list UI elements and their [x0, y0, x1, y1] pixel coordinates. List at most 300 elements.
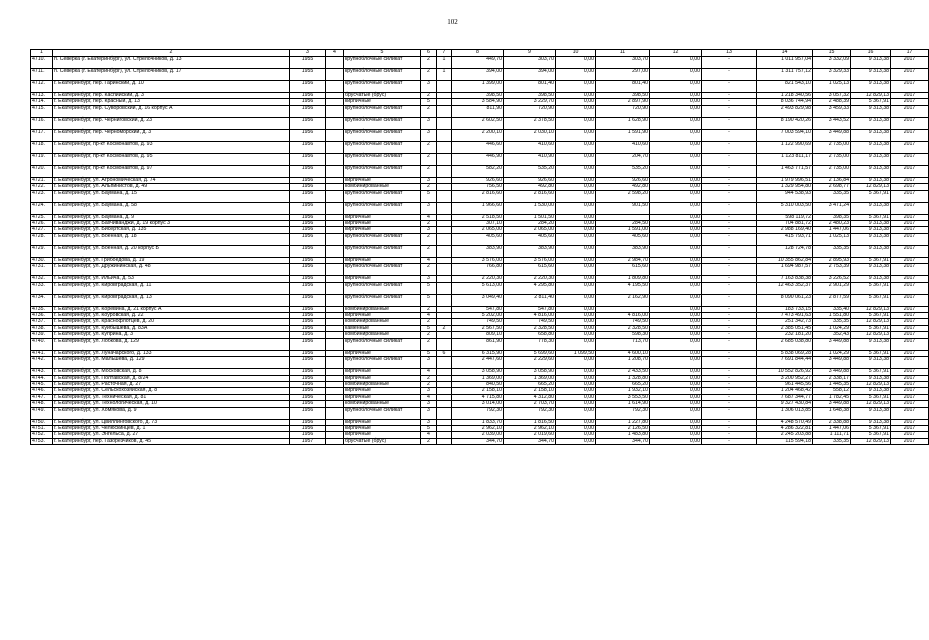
table-cell [326, 117, 344, 129]
table-cell: - [702, 306, 757, 312]
table-cell: 0,00 [650, 202, 702, 214]
table-cell: 1 369,00 [504, 375, 556, 381]
table-cell: 1 445,35 [813, 381, 851, 387]
table-cell [326, 190, 344, 202]
table-cell: 2017 [891, 81, 929, 93]
table-cell: 3 471,24 [813, 202, 851, 214]
table-cell: 9 313,38 [851, 227, 891, 233]
table-cell [326, 81, 344, 93]
table-cell: 704 881,72 [757, 221, 813, 227]
table-cell: 7 163 838,38 [757, 276, 813, 282]
table-cell: 1 782,45 [813, 394, 851, 400]
table-cell: 0,00 [556, 105, 596, 117]
table-cell: 2 [421, 221, 437, 227]
table-cell: 2 [421, 245, 437, 257]
table-cell: кирпичные [344, 177, 421, 183]
table-cell: 335,40 [813, 306, 851, 312]
table-cell: 1 311 757,12 [757, 69, 813, 81]
table-cell: 4749. [31, 407, 53, 419]
table-cell: 9 313,38 [851, 117, 891, 129]
table-cell: 0,00 [556, 153, 596, 165]
table-cell: 2017 [891, 264, 929, 276]
table-cell: 2 158,10 [504, 388, 556, 394]
table-cell [437, 153, 452, 165]
table-cell: 2017 [891, 388, 929, 394]
table-cell: 335,35 [813, 319, 851, 325]
table-cell: 2017 [891, 105, 929, 117]
table-cell: - [702, 202, 757, 214]
table-cell: 2017 [891, 438, 929, 444]
table-cell: 307,10 [452, 221, 504, 227]
table-cell: г. Екатеринбург, ул. Грибоедова, д. 19 [53, 257, 290, 263]
table-cell: 926,60 [452, 177, 504, 183]
table-cell: 4 816,00 [596, 313, 650, 319]
table-row [31, 202, 929, 214]
table-row [31, 357, 929, 369]
table-cell: 7 691 844,44 [757, 357, 813, 369]
table-cell: 2 [421, 332, 437, 338]
table-cell: 1 024,29 [813, 350, 851, 356]
table-cell: 5 613,00 [452, 282, 504, 294]
table-cell: 4747. [31, 394, 53, 400]
table-cell: - [702, 184, 757, 190]
table-cell: 0,00 [650, 69, 702, 81]
table-cell: 0,00 [650, 357, 702, 369]
table-cell: крупноблочные силикат [344, 233, 421, 245]
table-cell: 801,40 [504, 81, 556, 93]
table-cell: 1956 [290, 282, 326, 294]
table-cell: 1956 [290, 375, 326, 381]
column-header: 9 [504, 50, 556, 57]
table-cell: 840,50 [452, 381, 504, 387]
table-cell: 398,50 [452, 93, 504, 99]
table-cell: 0,00 [650, 282, 702, 294]
table-cell: 2 [421, 319, 437, 325]
table-cell: 861,90 [452, 338, 504, 350]
table-cell: - [702, 432, 757, 438]
table-cell: 1956 [290, 141, 326, 153]
table-cell: 5 [421, 294, 437, 306]
table-cell: 2 [421, 165, 437, 177]
column-header: 3 [290, 50, 326, 57]
table-cell [437, 165, 452, 177]
table-cell: 1956 [290, 214, 326, 220]
table-cell: 3 449,88 [813, 401, 851, 407]
column-header: 1 [31, 50, 53, 57]
table-cell: 792,30 [504, 407, 556, 419]
table-cell: 9 313,38 [851, 357, 891, 369]
table-cell [326, 141, 344, 153]
table-cell: крупноблочные силикат [344, 357, 421, 369]
table-cell: 2 [421, 93, 437, 99]
table-cell: - [702, 177, 757, 183]
table-cell: комбинированные [344, 381, 421, 387]
table-cell: 2 895,93 [813, 257, 851, 263]
table-cell: 2017 [891, 276, 929, 282]
column-header: 6 [421, 50, 437, 57]
table-cell: 1956 [290, 129, 326, 141]
column-header: 5 [344, 50, 421, 57]
table-cell: 12 829,13 [851, 438, 891, 444]
table-cell: 5 367,91 [851, 257, 891, 263]
table-cell: крупноблочные силикат [344, 264, 421, 276]
table-cell: 3 057,32 [813, 93, 851, 99]
table-cell: 0,00 [556, 202, 596, 214]
table-cell: 7 003 594,10 [757, 129, 813, 141]
table-cell: 1 483,80 [596, 432, 650, 438]
table-cell: 2017 [891, 432, 929, 438]
table-cell: 2 897,90 [596, 99, 650, 105]
table-row [31, 141, 929, 153]
table-cell: 9 313,38 [851, 233, 891, 245]
table-cell: крупноблочные силикат [344, 81, 421, 93]
table-cell: 1 628,90 [596, 117, 650, 129]
table-cell: 3 014,00 [452, 401, 504, 407]
table-cell [326, 233, 344, 245]
table-cell: 0,00 [650, 141, 702, 153]
table-cell: - [702, 369, 757, 375]
table-cell: 0,00 [556, 325, 596, 331]
table-cell: - [702, 57, 757, 69]
table-cell: 303,70 [504, 57, 556, 69]
table-cell: 3 [421, 401, 437, 407]
table-cell [326, 438, 344, 444]
table-cell: 2017 [891, 407, 929, 419]
table-cell: 4722. [31, 184, 53, 190]
table-cell: 2 [437, 325, 452, 331]
table-cell: 1 447,06 [813, 425, 851, 431]
table-row [31, 245, 929, 257]
table-cell: 1956 [290, 264, 326, 276]
table-cell: 2017 [891, 257, 929, 263]
table-cell: 12 829,13 [851, 184, 891, 190]
table-cell: 2017 [891, 357, 929, 369]
table-cell: - [702, 214, 757, 220]
table-cell: кирпичные [344, 350, 421, 356]
table-cell: - [702, 319, 757, 325]
table-cell: 2017 [891, 177, 929, 183]
table-cell: кирпичные [344, 99, 421, 105]
table-cell: 792,30 [452, 407, 504, 419]
table-cell: г. Екатеринбург, ул. Расточная, д. 27 [53, 381, 290, 387]
table-cell: 9 313,38 [851, 419, 891, 425]
table-cell: 0,00 [650, 425, 702, 431]
table-row [31, 338, 929, 350]
table-cell: 1956 [290, 245, 326, 257]
table-cell: 0,00 [556, 313, 596, 319]
table-cell: 778,30 [504, 338, 556, 350]
table-cell: 615,60 [596, 264, 650, 276]
table-cell: 5 [421, 325, 437, 331]
table-cell: - [702, 407, 757, 419]
table-cell: 0,00 [556, 369, 596, 375]
table-cell: 2017 [891, 227, 929, 233]
table-cell: 3 329,33 [813, 69, 851, 81]
table-cell: - [702, 141, 757, 153]
table-cell: 4716. [31, 117, 53, 129]
table-cell: 1956 [290, 306, 326, 312]
table-cell: 1 329 954,80 [757, 184, 813, 190]
table-cell: крупноблочные силикат [344, 57, 421, 69]
table-cell: 9 313,38 [851, 69, 891, 81]
table-cell: 1955 [290, 69, 326, 81]
table-cell: кирпичные [344, 276, 421, 282]
table-cell: 0,00 [650, 319, 702, 325]
column-header: 7 [437, 50, 452, 57]
table-cell: кирпичные [344, 388, 421, 394]
table-cell: 9 313,38 [851, 177, 891, 183]
table-cell: 2017 [891, 57, 929, 69]
table-cell: 204,70 [596, 153, 650, 165]
table-cell: 446,60 [452, 141, 504, 153]
table-cell: - [702, 227, 757, 233]
table-cell [326, 57, 344, 69]
table-cell: 0,00 [556, 129, 596, 141]
table-cell: 926,60 [504, 177, 556, 183]
table-cell: 2 229,60 [504, 357, 556, 369]
table-cell: 9 313,38 [851, 407, 891, 419]
table-cell: 4 [421, 369, 437, 375]
table-cell: 665,20 [504, 381, 556, 387]
table-cell: 2 685 038,80 [757, 338, 813, 350]
table-cell: 2 338,17 [813, 375, 851, 381]
table-cell [326, 357, 344, 369]
table-cell: 547,80 [452, 306, 504, 312]
table-cell: 3 449,88 [813, 357, 851, 369]
table-cell: 2 [421, 184, 437, 190]
table-cell: 5 310 003,50 [757, 202, 813, 214]
table-cell: 4740. [31, 338, 53, 350]
table-cell: 0,00 [650, 306, 702, 312]
table-cell: 2 962,10 [452, 425, 504, 431]
table-cell: - [702, 105, 757, 117]
table-cell: 12 829,13 [851, 319, 891, 325]
table-cell: 1 399,00 [452, 81, 504, 93]
table-cell: 398,35 [813, 214, 851, 220]
table-cell: 1956 [290, 233, 326, 245]
table-cell: 2017 [891, 401, 929, 407]
table-cell: комбинированные [344, 319, 421, 325]
table-cell: 1 979 996,51 [757, 177, 813, 183]
table-cell: 344,70 [452, 438, 504, 444]
table-cell: 2017 [891, 141, 929, 153]
table-cell: 961 445,56 [757, 381, 813, 387]
table-cell: 0,00 [650, 375, 702, 381]
table-cell: 2 988 169,40 [757, 227, 813, 233]
table-cell: г. Екатеринбург, пр-кт Космонавтов, д. 97 [53, 165, 290, 177]
table-cell: 0,00 [556, 375, 596, 381]
table-cell: 4712. [31, 81, 53, 93]
table-cell: 4751. [31, 425, 53, 431]
table-cell [326, 153, 344, 165]
table-cell: 3 [421, 202, 437, 214]
table-cell [437, 357, 452, 369]
table-cell: 2 433,50 [596, 369, 650, 375]
table-cell: 4 816,00 [504, 313, 556, 319]
table-cell: г. Екатеринбург, ул. Кировградская, д. 11 [53, 282, 290, 294]
table-cell: крупноблочные силикат [344, 69, 421, 81]
table-cell: 0,00 [650, 57, 702, 69]
table-row [31, 264, 929, 276]
table-cell: 3 332,09 [813, 57, 851, 69]
table-cell: 2 518,50 [452, 214, 504, 220]
table-cell: 4745. [31, 381, 53, 387]
table-cell: 115 594,18 [757, 438, 813, 444]
table-cell: 1956 [290, 202, 326, 214]
table-cell: 0,00 [556, 319, 596, 325]
table-cell: 8 090 061,23 [757, 294, 813, 306]
table-cell: 2 328,50 [504, 325, 556, 331]
table-cell [437, 264, 452, 276]
table-cell: 2 735,00 [813, 141, 851, 153]
table-cell: 2 [421, 438, 437, 444]
table-cell: 2017 [891, 338, 929, 350]
table-cell: 2 019,60 [504, 432, 556, 438]
table-cell: 9 313,38 [851, 81, 891, 93]
table-cell: кирпичные [344, 425, 421, 431]
table-cell: 12 829,13 [851, 93, 891, 99]
table-cell: 558,12 [813, 388, 851, 394]
table-cell: 535,20 [596, 165, 650, 177]
table-row [31, 117, 929, 129]
table-cell: 901,50 [596, 202, 650, 214]
table-cell: 0,00 [556, 257, 596, 263]
table-cell: 251 342,73 [757, 319, 813, 325]
table-cell: 2 493 829,98 [757, 105, 813, 117]
table-cell: 1956 [290, 190, 326, 202]
table-cell: г. Екатеринбург, ул. Бисертская, д. 135 [53, 227, 290, 233]
table-cell: 0,00 [556, 214, 596, 220]
table-row [31, 153, 929, 165]
table-cell: г. Екатеринбург, пер. Суворовский, д. 16 корпус А [53, 105, 290, 117]
table-cell: крупноблочные силикат [344, 294, 421, 306]
table-cell: 492,80 [596, 184, 650, 190]
table-cell: 3 058,90 [452, 369, 504, 375]
table-cell: 4719. [31, 153, 53, 165]
table-cell: 9 313,38 [851, 57, 891, 69]
table-cell: 2017 [891, 117, 929, 129]
table-cell: 3 443,52 [813, 117, 851, 129]
column-header: 4 [326, 50, 344, 57]
column-header: 13 [702, 50, 757, 57]
table-cell: 0,00 [650, 407, 702, 419]
table-cell: - [702, 99, 757, 105]
table-cell: г. Екатеринбург, ул. Дружининская, д. 48 [53, 264, 290, 276]
table-cell: 1956 [290, 332, 326, 338]
table-cell: 0,00 [650, 227, 702, 233]
column-header: 15 [813, 50, 851, 57]
table-cell [437, 245, 452, 257]
table-cell: 1 025,13 [813, 233, 851, 245]
table-cell [326, 202, 344, 214]
table-cell: 2 877,59 [813, 294, 851, 306]
table-cell: 0,00 [650, 381, 702, 387]
table-cell: 2 703,70 [504, 401, 556, 407]
table-cell: 449,70 [452, 57, 504, 69]
table-cell: - [702, 401, 757, 407]
table-cell: 4 286 322,81 [757, 425, 813, 431]
table-cell: 4723. [31, 190, 53, 202]
table-cell: 0,00 [556, 190, 596, 202]
table-cell: 2017 [891, 153, 929, 165]
table-cell: 4 248 570,49 [757, 419, 813, 425]
table-cell: - [702, 338, 757, 350]
table-cell: 12 829,13 [851, 381, 891, 387]
table-cell: брусчатые (брус) [344, 438, 421, 444]
table-cell: 1956 [290, 93, 326, 99]
table-cell: 4743. [31, 369, 53, 375]
table-row [31, 438, 929, 444]
table-cell: г. Екатеринбург, ул. Челюскинцев, д. 1 [53, 425, 290, 431]
table-cell: г. Екатеринбург, ул. Куйбышева, д. 83А [53, 325, 290, 331]
table-cell: 598,30 [596, 332, 650, 338]
table-cell: 944 538,93 [757, 190, 813, 202]
table-cell: кирпичные [344, 369, 421, 375]
table-cell: 2017 [891, 282, 929, 294]
table-cell: 0,00 [556, 381, 596, 387]
table-cell: 3 584,90 [452, 99, 504, 105]
table-cell: 2 602,50 [452, 117, 504, 129]
table-cell: 1 591,90 [596, 129, 650, 141]
table-cell [437, 338, 452, 350]
table-cell: 0,00 [650, 388, 702, 394]
column-header: 17 [891, 50, 929, 57]
table-cell: - [702, 357, 757, 369]
table-cell: 2017 [891, 214, 929, 220]
table-cell: 0,00 [650, 432, 702, 438]
table-cell: 5 [421, 190, 437, 202]
table-cell: 5 367,91 [851, 369, 891, 375]
table-cell: 665,20 [596, 381, 650, 387]
table-cell [437, 294, 452, 306]
table-cell: 720,90 [596, 105, 650, 117]
table-cell: г. Екатеринбург, пер. Гаринский, д. 10 [53, 81, 290, 93]
table-cell: 9 313,38 [851, 105, 891, 117]
table-cell: 2 [421, 338, 437, 350]
table-cell: 5 838 069,28 [757, 350, 813, 356]
table-cell [326, 264, 344, 276]
table-cell: комбинированные [344, 401, 421, 407]
table-cell: 5 [421, 425, 437, 431]
table-cell: 232 181,20 [757, 332, 813, 338]
table-cell: 1 648,38 [813, 407, 851, 419]
table-cell: 4721. [31, 177, 53, 183]
table-cell [437, 81, 452, 93]
table-cell: 0,00 [650, 105, 702, 117]
table-cell: - [702, 190, 757, 202]
table-cell: 811,90 [452, 105, 504, 117]
table-cell: 0,00 [556, 69, 596, 81]
table-cell: 352,43 [813, 332, 851, 338]
table-cell: брусчатые (брус) [344, 93, 421, 99]
table-cell: 2017 [891, 394, 929, 400]
table-cell: 4746. [31, 388, 53, 394]
table-cell: 0,00 [556, 221, 596, 227]
table-cell: 4725. [31, 214, 53, 220]
table-cell: 4729. [31, 245, 53, 257]
table-cell: - [702, 245, 757, 257]
table-cell: 9 313,38 [851, 221, 891, 227]
table-cell: 809,10 [452, 332, 504, 338]
table-cell: 1 501,50 [504, 214, 556, 220]
table-cell: 547,80 [504, 306, 556, 312]
table-cell: 2017 [891, 375, 929, 381]
table-cell: 3 576,00 [452, 257, 504, 263]
table-cell: крупноблочные силикат [344, 105, 421, 117]
table-cell: 4735. [31, 306, 53, 312]
table-cell: 2 447,60 [452, 357, 504, 369]
table-cell: 5 367,91 [851, 282, 891, 294]
